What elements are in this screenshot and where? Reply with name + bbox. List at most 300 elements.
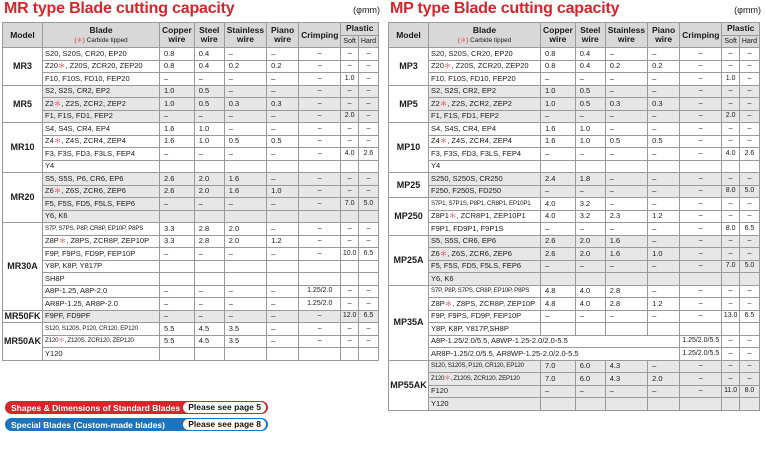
blade-text: , Z8PS, ZCR8P, ZEP10P [66,236,150,245]
table-row [3,85,379,98]
steel-value: 4.5 [194,335,224,348]
steel-value: 3.2 [575,210,605,223]
col-stainless [605,23,647,48]
model-cell: MP55AK [389,360,429,410]
hard-value: – [739,360,759,373]
table-row [389,298,760,311]
hard-value: – [739,373,759,386]
hard-value [358,210,378,223]
mr-table-head [3,23,379,48]
carbide-star: ＊ [448,211,457,220]
piano-value: – [267,298,299,311]
copper-value: – [541,223,576,236]
stainless-value: 3.5 [224,335,266,348]
steel-value: – [575,223,605,236]
unit-label: (φmm) [353,5,380,15]
blade-cell: F250, F250S, FD250 [429,185,541,198]
piano-value: 1.0 [648,248,680,261]
hard-value: – [358,85,378,98]
table-row [389,160,760,173]
table-row [3,98,379,111]
blade-cell: Y120 [429,398,541,411]
copper-value: 2.6 [160,173,195,186]
blade-cell: F5, F5S, FD5, F5LS, FEP6 [43,198,160,211]
crimping-value [680,160,722,173]
hard-value: – [739,210,759,223]
blade-cell: S2, S2S, CR2, EP2 [43,85,160,98]
piano-value: – [267,123,299,136]
table-row [3,348,379,361]
blade-cell: SH8P [43,273,160,286]
steel-value: 0.4 [575,48,605,61]
col-copper-line1: Copper [162,25,192,35]
col-model: Model [389,23,429,48]
crimping-value: – [680,110,722,123]
header-row [3,23,379,36]
crimping-value: – [680,60,722,73]
stainless-value: 2.0 [224,223,266,236]
soft-value: – [341,335,358,348]
steel-value: 0.4 [575,60,605,73]
steel-value: 2.8 [194,223,224,236]
table-row [3,273,379,286]
blade-text: , Z20S, ZCR20, ZEP20 [451,61,529,70]
crimping-value: – [299,248,341,261]
piano-value: – [648,260,680,273]
soft-value: 2.0 [722,110,739,123]
col-piano [648,23,680,48]
soft-value: – [341,85,358,98]
crimping-value: – [680,310,722,323]
stainless-value [224,348,266,361]
crimping-value [680,273,722,286]
steel-value: 2.8 [194,235,224,248]
soft-value: – [722,285,739,298]
table-row [3,248,379,261]
hard-value: – [739,235,759,248]
stainless-value: 0.3 [605,98,647,111]
copper-value: 1.6 [541,123,576,136]
blade-cell: Y6, K6 [43,210,160,223]
special-blades-link[interactable] [5,418,268,431]
mr-title: MR type Blade cutting capacity [4,0,235,17]
model-cell: MP25A [389,235,429,285]
hard-value [739,323,759,336]
piano-value: – [648,285,680,298]
blade-cell: S20, S20S, CR20, EP20 [43,48,160,61]
table-row [3,335,379,348]
stainless-value: 1.6 [605,235,647,248]
hard-value: – [358,60,378,73]
copper-value: – [541,310,576,323]
piano-value: – [648,173,680,186]
copper-value: 1.6 [160,123,195,136]
blade-cell [429,98,541,111]
hard-value: 5.0 [739,185,759,198]
crimping-value [299,160,341,173]
hard-value: – [358,185,378,198]
table-row [389,48,760,61]
copper-value: 2.6 [160,185,195,198]
model-cell: MR5 [3,85,43,123]
blade-text: Z4 [431,136,440,145]
piano-value: – [648,123,680,136]
carbide-mark: (＊) [74,36,85,44]
copper-value: – [160,310,195,323]
copper-value: – [541,73,576,86]
crimping-value: – [299,185,341,198]
blade-cell: Y8P, K8P, Y817P,SH8P [429,323,541,336]
blade-cell [43,135,160,148]
piano-value [648,160,680,173]
model-cell: MP3 [389,48,429,86]
crimping-value: – [680,73,722,86]
crimping-value: – [680,235,722,248]
blade-cell [43,98,160,111]
stainless-value: 1.6 [605,248,647,261]
col-steel-line1: Steel [199,25,220,35]
table-row [389,335,760,348]
stainless-value [224,210,266,223]
piano-value: 0.5 [267,135,299,148]
col-stainless-line2: wire [236,34,254,44]
steel-value: 0.5 [194,98,224,111]
steel-value: 2.0 [194,173,224,186]
blade-cell: A8P-1.25/2.0/5.5, A8WP-1.25-2.0/2.0-5.5 [429,335,680,348]
crimping-value: – [299,48,341,61]
stainless-value [224,160,266,173]
hard-value [358,160,378,173]
hard-value: – [358,173,378,186]
table-row [3,135,379,148]
soft-value: – [341,223,358,236]
col-copper-line2: wire [168,34,186,44]
table-row [3,198,379,211]
soft-value: – [722,198,739,211]
col-model: Model [3,23,43,48]
copper-value [160,160,195,173]
col-stainless-line1: Stainless [226,25,265,35]
blade-cell [429,248,541,261]
copper-value [160,348,195,361]
blade-cell: F9PF, FD9PF [43,310,160,323]
col-stainless [224,23,266,48]
col-steel [194,23,224,48]
carbide-star: ＊ [58,337,65,344]
piano-value: – [267,110,299,123]
soft-value: – [341,185,358,198]
hard-value: – [358,123,378,136]
steel-value [575,160,605,173]
soft-value: – [722,60,739,73]
blade-cell: F3, F3S, FD3, F3LS, FEP4 [429,148,541,161]
soft-value: – [722,85,739,98]
stainless-value: 4.3 [605,373,647,386]
hard-value: 2.6 [739,148,759,161]
piano-value: – [267,73,299,86]
model-cell: MR30A [3,223,43,311]
crimping-value: – [299,123,341,136]
stainless-value: 1.6 [224,173,266,186]
blade-cell [43,185,160,198]
soft-value: – [722,248,739,261]
table-row [389,210,760,223]
stainless-value: 0.5 [224,135,266,148]
steel-value: 0.5 [575,85,605,98]
stainless-value: – [224,123,266,136]
copper-value: 2.6 [541,235,576,248]
copper-value [541,273,576,286]
piano-value [267,260,299,273]
soft-value: – [722,123,739,136]
piano-value: – [648,110,680,123]
stainless-value: 1.6 [224,185,266,198]
copper-value: – [160,298,195,311]
crimping-value [680,398,722,411]
crimping-value: – [680,298,722,311]
table-row [3,123,379,136]
table-row [3,260,379,273]
model-cell: MR50FK [4,311,41,321]
table-row [389,348,760,361]
table-row [389,198,760,211]
stainless-value [605,273,647,286]
soft-value [722,323,739,336]
blade-text: Z6 [45,186,54,195]
blade-cell: S120, S120S, P120, CR120, EP120 [429,360,541,373]
hard-value: – [739,110,759,123]
hard-value: – [739,85,759,98]
col-hard: Hard [358,35,378,48]
piano-value: – [648,85,680,98]
blade-text: Z20 [431,61,444,70]
table-row [3,210,379,223]
carbide-star: ＊ [439,248,448,258]
carbide-star: ＊ [444,298,453,308]
soft-value [341,160,358,173]
model-cell: MR50AK [3,323,43,361]
blade-text: , Z120S, ZCR120, ZEP120 [64,337,134,344]
steel-value: – [194,298,224,311]
table-row [3,185,379,198]
copper-value: 1.0 [160,85,195,98]
piano-value: 0.2 [648,60,680,73]
stainless-value: – [605,48,647,61]
mp-header [388,0,763,22]
hard-value: – [358,335,378,348]
copper-value: – [160,248,195,261]
col-blade [43,23,160,48]
soft-value [722,273,739,286]
mr-panel [2,0,382,430]
carbide-star: ＊ [439,136,448,145]
hard-value: – [739,173,759,186]
piano-value [267,210,299,223]
copper-value: 0.8 [541,60,576,73]
soft-value: 1.0 [341,73,358,86]
blade-cell: F1, F1S, FD1, FEP2 [43,110,160,123]
stainless-value: – [605,310,647,323]
soft-value: – [341,60,358,73]
crimping-value: 1.25/2.0/5.5 [680,335,722,348]
steel-value: 1.0 [575,135,605,148]
crimping-value: – [299,98,341,111]
crimping-value: – [680,148,722,161]
blade-cell: S5, S5S, CR6, EP6 [429,235,541,248]
hard-value: – [739,285,759,298]
soft-value: – [722,98,739,111]
hard-value [358,348,378,361]
soft-value: – [341,235,358,248]
stainless-value: – [605,173,647,186]
blade-cell: A8P-1.25, A8P-2.0 [43,285,160,298]
hard-value [358,273,378,286]
crimping-value: – [680,210,722,223]
soft-value: – [722,210,739,223]
piano-value [267,160,299,173]
soft-value: 2.0 [341,110,358,123]
stainless-value: – [224,48,266,61]
col-plastic: Plastic [341,23,379,36]
copper-value: 1.6 [160,135,195,148]
copper-value: 3.3 [160,235,195,248]
blade-text: Z4 [45,136,54,145]
table-row [389,110,760,123]
table-row [389,310,760,323]
table-row [389,235,760,248]
mr-table-body [3,48,379,361]
blade-text: , Z120S, ZCR120, ZEP120 [450,374,520,382]
blade-cell: F1, F1S, FD1, FEP2 [429,110,541,123]
model-cell: MP10 [389,123,429,173]
steel-value: 0.5 [194,85,224,98]
col-piano [267,23,299,48]
piano-value: – [648,73,680,86]
copper-value: 5.5 [160,335,195,348]
crimping-value: – [299,223,341,236]
steel-value [575,273,605,286]
piano-value [648,273,680,286]
soft-value: – [341,173,358,186]
blade-text: Z8P1 [431,211,449,220]
table-row [389,373,760,386]
table-row [389,123,760,136]
piano-value: 0.5 [648,135,680,148]
table-row [389,73,760,86]
hard-value: – [358,223,378,236]
header-row [389,23,760,36]
col-blade-title: Blade [89,24,113,35]
steel-value: 3.2 [575,198,605,211]
stainless-value: 0.3 [224,98,266,111]
col-soft: Soft [722,35,739,48]
hard-value: – [358,235,378,248]
copper-value: 4.8 [541,285,576,298]
col-crimping: Crimping [299,23,341,48]
piano-value: – [648,235,680,248]
steel-value: 6.0 [575,373,605,386]
blade-cell: S7P, S7PS, P8P, CR8P, EP10P, P8PS [43,223,160,236]
blade-cell [43,60,160,73]
col-stainless-line1: Stainless [607,25,646,35]
steel-value: – [194,310,224,323]
hard-value: – [358,323,378,336]
col-copper-line2: wire [549,34,567,44]
standard-blades-link[interactable] [5,401,268,414]
blade-text: , Z6S, ZCR6, ZEP6 [61,186,126,195]
soft-value: 8.0 [722,223,739,236]
crimping-value: – [680,185,722,198]
blade-links [5,401,268,435]
blade-cell: S7P, P8P, S7PS, CR8P, EP10P, P8PS [429,285,541,298]
blade-cell [43,335,160,348]
steel-value: – [575,110,605,123]
stainless-value: 2.8 [605,285,647,298]
mp-table-head [389,23,760,48]
copper-value: 4.8 [541,298,576,311]
hard-value: – [358,73,378,86]
steel-value: – [194,110,224,123]
blade-cell: AR8P-1.25, AR8P-2.0 [43,298,160,311]
soft-value: – [722,373,739,386]
blade-cell: F120 [429,385,541,398]
crimping-value: – [299,85,341,98]
blade-cell: Y8P, K8P, Y817P [43,260,160,273]
blade-cell: F5, F5S, FD5, F5LS, FEP6 [429,260,541,273]
hard-value: – [739,73,759,86]
crimping-value: – [680,223,722,236]
hard-value [739,273,759,286]
crimping-value [299,210,341,223]
crimping-value: – [299,235,341,248]
blade-text: , Z4S, ZCR4, ZEP4 [61,136,126,145]
soft-value: – [341,323,358,336]
piano-value: – [648,310,680,323]
model-cell: MP25 [389,173,429,198]
mp-title: MP type Blade cutting capacity [390,0,620,17]
hard-value: – [739,60,759,73]
blade-text: Z6 [431,248,440,258]
copper-value: – [160,148,195,161]
stainless-value: – [224,148,266,161]
blade-text: , Z2S, ZCR2, ZEP2 [447,98,512,108]
stainless-value: 4.3 [605,360,647,373]
soft-value: – [722,173,739,186]
piano-value: – [267,148,299,161]
copper-value: 1.6 [541,135,576,148]
model-cell: MR10 [3,123,43,173]
steel-value: 6.0 [575,360,605,373]
stainless-value: 2.3 [605,210,647,223]
blade-text: Z2 [431,98,440,108]
soft-value: – [341,48,358,61]
piano-value: 0.3 [267,98,299,111]
copper-value: 0.8 [160,60,195,73]
piano-value: – [267,335,299,348]
soft-value: 13.0 [722,310,739,323]
crimping-value: 1.25/2.0 [299,298,341,311]
model-cell: MR20 [3,173,43,223]
piano-value [648,323,680,336]
crimping-value: – [680,360,722,373]
model-cell: MP35A [389,285,429,360]
soft-value [341,348,358,361]
stainless-value: – [605,123,647,136]
hard-value: 5.0 [358,198,378,211]
stainless-value: 0.2 [605,60,647,73]
blade-cell: F9P, F9PS, FD9P, FEP10P [429,310,541,323]
crimping-value: – [680,248,722,261]
